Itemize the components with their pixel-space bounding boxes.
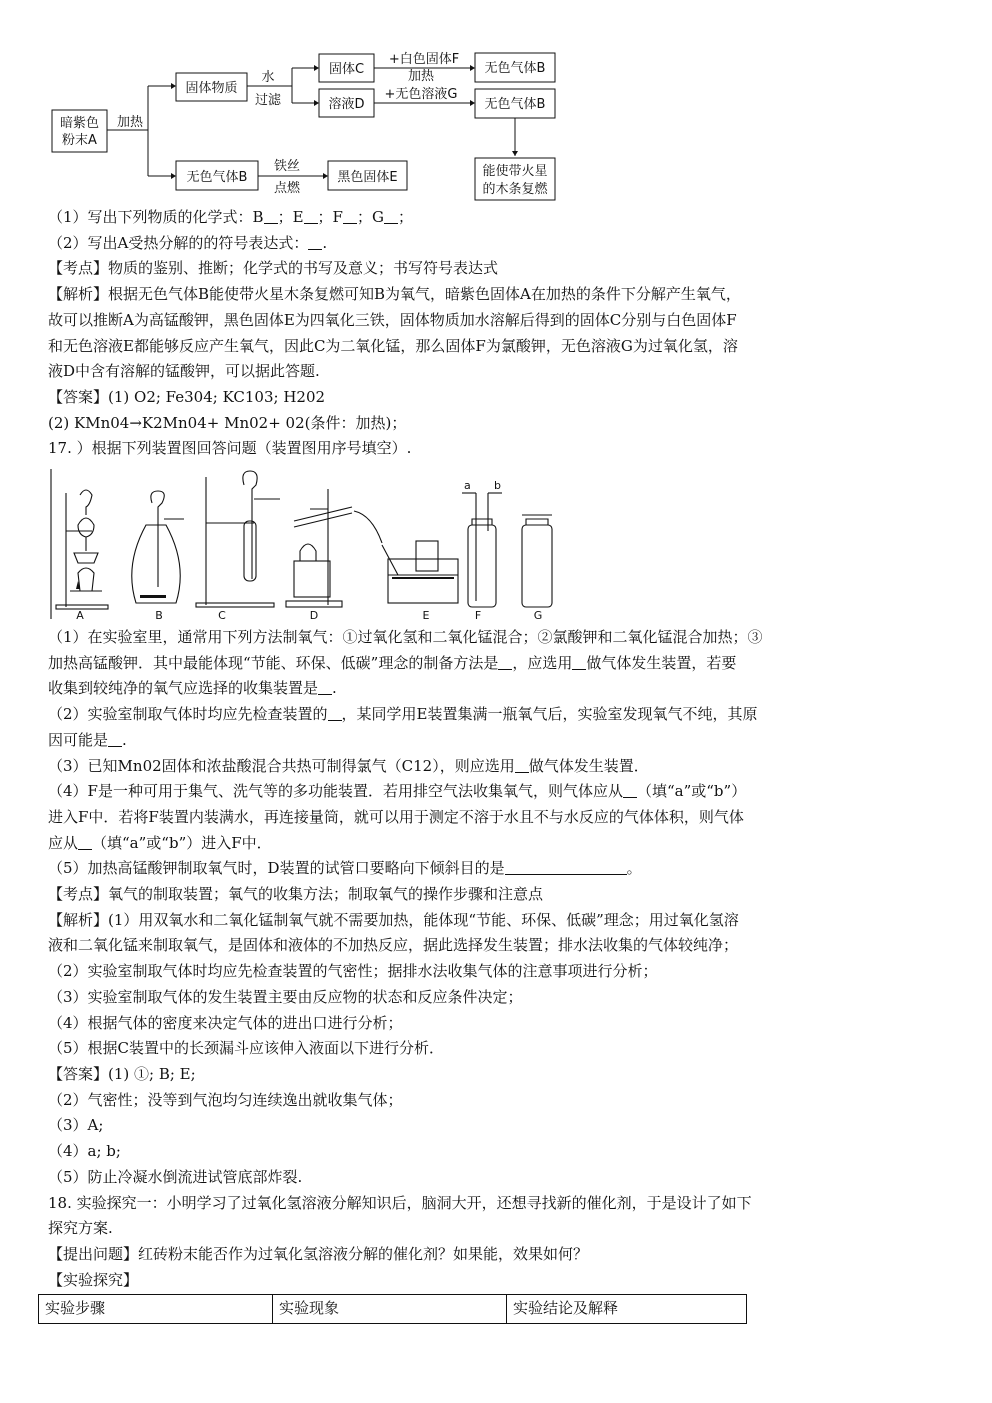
bottle-g <box>522 525 552 607</box>
label-d: D <box>309 609 319 623</box>
bottle-e <box>416 541 438 571</box>
node-gas-b3: 无色气体B <box>186 170 248 185</box>
q16-answer-1: 【答案】(1) O2; Fe304; KC103; H202 <box>48 387 326 406</box>
q18-question: 【提出问题】红砖粉末能否作为过氧化氢溶液分解的催化剂？如果能，效果如何？ <box>48 1244 589 1263</box>
label-heat: 加热 <box>116 115 144 130</box>
node-relight-line2: 的木条复燃 <box>482 182 548 197</box>
node-solid: 固体物质 <box>185 81 238 96</box>
q17-jiexi-4: （3）实验室制取气体的发生装置主要由反应物的状态和反应条件决定； <box>48 987 523 1006</box>
q16-answer-2: (2) KMn04→K2Mn04+ Mn02+ 02(条件：加热)； <box>48 413 407 432</box>
q18-line1: 18. 实验探究一：小明学习了过氧化氢溶液分解知识后，脑洞大开，还想寻找新的催化剂，于是设计了如下 <box>48 1193 752 1212</box>
q17-answer-3: （3）A; <box>48 1116 104 1135</box>
funnel-c <box>243 471 257 579</box>
q17-p3: （3）已知Mn02固体和浓盐酸混合共热可制得氯气（C12），则应选用 做气体发生装置． <box>48 756 649 775</box>
lamp-d <box>300 544 316 561</box>
q18-explore: 【实验探究】 <box>48 1270 139 1289</box>
q17-p5: （5）加热高锰酸钾制取氧气时，D装置的试管口要略向下倾斜目的是 。 <box>48 859 642 878</box>
experiment-table <box>38 1294 747 1324</box>
label-water: 水 <box>261 70 275 85</box>
q16-kaodian: 【考点】物质的鉴别、推断；化学式的书写及意义；书写符号表达式 <box>48 259 499 278</box>
q17-kaodian: 【考点】氧气的制取装置；氧气的收集方法；制取氧气的操作步骤和注意点 <box>48 885 544 904</box>
q17-p2-line1: （2）实验室制取气体时均应先检查装置的 ，某同学用E装置集满一瓶氧气后，实验室发现氧气不纯，其原 <box>48 705 758 724</box>
flask-b <box>132 525 180 603</box>
node-gas-b1: 无色气体B <box>484 61 546 76</box>
q16-jiexi-1: 【解析】根据无色气体B能使带火星木条复燃可知B为氧气，暗紫色固体A在加热的条件下分解产生氧气， <box>48 285 741 304</box>
label-heat-2: 加热 <box>407 69 435 84</box>
header-phenomena: 实验现象 <box>273 1295 507 1324</box>
tube-c <box>244 521 256 581</box>
label-g: G <box>533 609 543 623</box>
q17-p2-line2: 因可能是 . <box>48 730 127 749</box>
q17-jiexi-2: 液和二氧化锰来制取氧气，是固体和液体的不加热反应，据此选择发生装置；排水法收集的气体较纯净； <box>48 936 739 955</box>
q17-p1-line2: 加热高锰酸钾．其中最能体现“节能、环保、低碳”理念的制备方法是 ，应选用 做气体发生装置，若要 <box>48 653 737 672</box>
node-a-line2: 粉末A <box>62 133 97 148</box>
q17-jiexi-5: （4）根据气体的密度来决定气体的进出口进行分析； <box>48 1013 403 1032</box>
q17-p4-line3: 应从 （填“a”或“b”）进入F中． <box>48 833 272 852</box>
q17-answer-5: （5）防止冷凝水倒流进试管底部炸裂. <box>48 1167 303 1186</box>
label-c: C <box>218 609 226 623</box>
q16-line2: （2）写出A受热分解的的符号表达式： . <box>48 233 328 252</box>
label-ignite: 点燃 <box>273 181 301 196</box>
q17-answer-4: （4）a; b; <box>48 1142 121 1161</box>
q17-answer-2: （2）气密性；没等到气泡均匀连续逸出就收集气体； <box>48 1090 403 1109</box>
label-filter: 过滤 <box>254 93 282 108</box>
q17-title: 17. ）根据下列装置图回答问题（装置图用序号填空）. <box>48 439 412 458</box>
funnel-a <box>80 490 92 515</box>
q17-jiexi-3: （2）实验室制取气体时均应先检查装置的气密性；据排水法收集气体的注意事项进行分析； <box>48 962 658 981</box>
funnel-b <box>151 491 164 587</box>
node-black-e: 黑色固体E <box>337 170 398 185</box>
q17-p4-line2: 进入F中．若将F装置内装满水，再连接量筒，就可以用于测定不溶于水且不与水反应的气体体积，则气体 <box>48 807 744 826</box>
label-e: E <box>422 609 430 623</box>
node-solid-c: 固体C <box>328 62 365 77</box>
node-a-line1: 暗紫色 <box>59 116 100 131</box>
label-b: B <box>155 609 163 623</box>
lamp-a <box>78 568 94 591</box>
q17-answer-1: 【答案】(1) ①; B; E; <box>48 1064 196 1083</box>
header-steps: 实验步骤 <box>39 1295 273 1324</box>
node-solution-d: 溶液D <box>328 97 365 112</box>
label-f: F <box>474 609 482 623</box>
document-body <box>45 205 878 1324</box>
bottle-f <box>468 525 496 607</box>
node-gas-b2: 无色气体B <box>484 97 546 112</box>
node-relight-line1: 能使带火星 <box>482 164 548 179</box>
trough-e <box>388 559 458 603</box>
header-conclusion: 实验结论及解释 <box>507 1295 747 1324</box>
port-b-label: b <box>494 479 501 493</box>
label-a: A <box>76 609 84 623</box>
label-plus-f: +白色固体F <box>388 52 460 67</box>
q16-jiexi-3: 和无色溶液E都能够反应产生氧气，因此C为二氧化锰，那么固体F为氯酸钾，无色溶液G为过氧化氢，溶 <box>48 336 738 355</box>
label-plus-g: +无色溶液G <box>384 87 458 102</box>
q17-p1-line3: 收集到较纯净的氧气应选择的收集装置是 . <box>48 679 337 698</box>
q16-jiexi-4: 液D中含有溶解的锰酸钾，可以据此答题. <box>48 362 320 381</box>
q17-jiexi-6: （5）根据C装置中的长颈漏斗应该伸入液面以下进行分析． <box>48 1039 445 1058</box>
apparatus-figure <box>48 465 878 623</box>
q16-jiexi-2: 故可以推断A为高锰酸钾，黑色固体E为四氧化三铁，固体物质加水溶解后得到的固体C分别与白色固体F <box>48 310 737 329</box>
table-header-row <box>39 1295 747 1324</box>
inference-flowchart <box>0 0 992 210</box>
flask-a <box>78 518 94 537</box>
q17-jiexi-1: 【解析】(1）用双氧水和二氧化锰制氧气就不需要加热，能体现“节能、环保、低碳”理念；用过氧化氢溶 <box>48 910 739 929</box>
block-d <box>294 561 330 597</box>
label-iron-wire: 铁丝 <box>273 159 301 174</box>
port-a-label: a <box>464 479 471 493</box>
q18-line2: 探究方案. <box>48 1219 113 1238</box>
q16-line1: （1）写出下列物质的化学式：B ；E ；F ；G ； <box>48 208 413 226</box>
q17-p4-line1: （4）F是一种可用于集气、洗气等的多功能装置．若用排空气法收集氧气，则气体应从 （填“a”或“b”） <box>48 782 747 801</box>
q17-p1-line1: （1）在实验室里，通常用下列方法制氧气：①过氧化氢和二氧化锰混合；②氯酸钾和二氧化锰混合加热；③ <box>48 628 763 647</box>
